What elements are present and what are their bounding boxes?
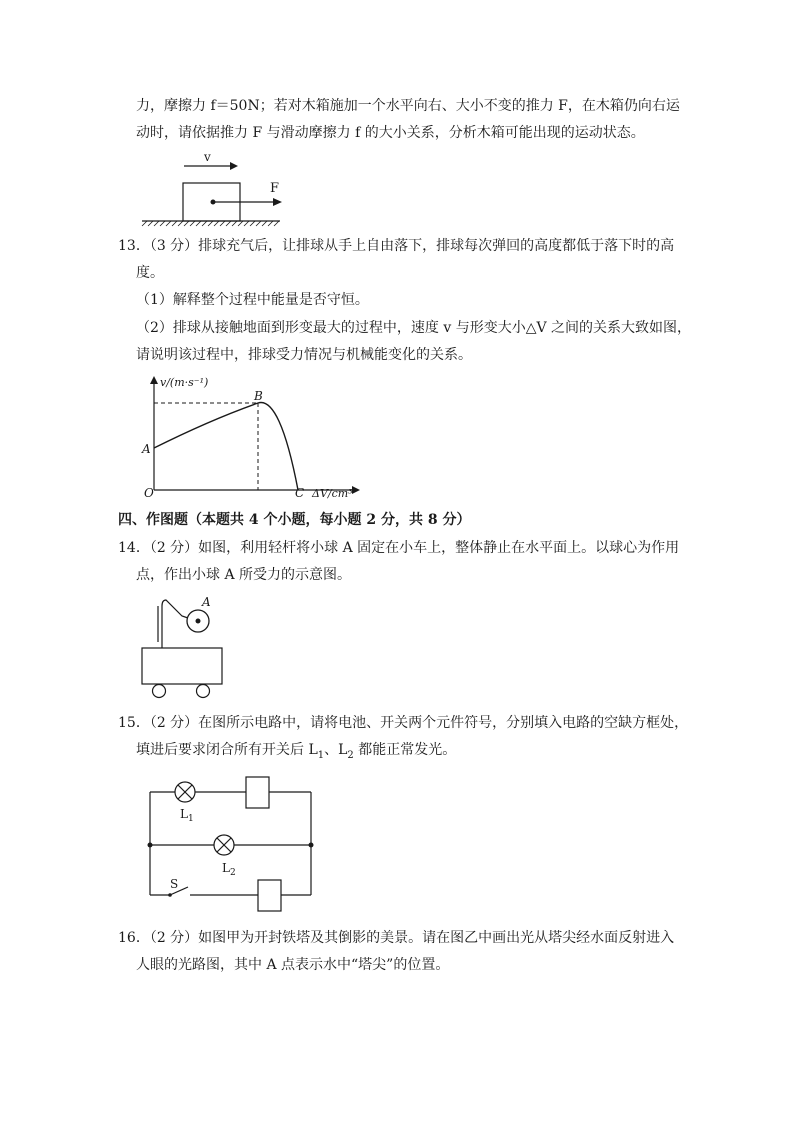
- q12-label-v: v: [204, 150, 211, 164]
- q16-line1: 16．（2 分）如图甲为开封铁塔及其倒影的美景。请在图乙中画出光从塔尖经水面反射进入: [118, 930, 675, 946]
- q12-label-f: F: [270, 181, 280, 196]
- graph-xlabel: ΔV/cm³: [312, 487, 353, 500]
- q14-label-a: A: [202, 595, 211, 609]
- q15-sub-2: 2: [347, 749, 354, 761]
- q15-line2-pre: 填进后要求闭合所有开关后 L: [136, 742, 318, 758]
- q13-sub2b: 请说明该过程中，排球受力情况与机械能变化的关系。: [136, 347, 472, 363]
- graph-point-b: B: [254, 389, 263, 403]
- q15-line2-post: 都能正常发光。: [353, 742, 457, 758]
- q13-sub1: （1）解释整个过程中能量是否守恒。: [136, 292, 369, 308]
- q15-sub-1: 1: [317, 749, 325, 761]
- lamp-l1-label: $L_1$: [180, 807, 194, 824]
- q15-circuit-figure: [140, 770, 320, 915]
- q13-velocity-graph: [140, 372, 370, 502]
- q15-line2-mid: 、L: [324, 742, 348, 758]
- lamp-l1-icon: [175, 782, 195, 802]
- q13-line2: 度。: [136, 265, 164, 281]
- graph-origin: O: [144, 486, 154, 500]
- q16-line2: 人眼的光路图，其中 A 点表示水中“塔尖”的位置。: [136, 957, 450, 973]
- q14-line2: 点，作出小球 A 所受力的示意图。: [136, 567, 352, 583]
- graph-point-c: C: [295, 486, 305, 500]
- switch-label: S: [170, 877, 179, 891]
- blank-box-bottom: [258, 880, 281, 911]
- lamp-l2-label: $L_2$: [222, 861, 236, 878]
- section4-title: 四、作图题（本题共 4 个小题，每小题 2 分，共 8 分）: [118, 512, 471, 528]
- q12-line1: 力，摩擦力 f＝50N；若对木箱施加一个水平向右、大小不变的推力 F，在木箱仍向右运: [136, 98, 680, 114]
- q14-line1: 14．（2 分）如图，利用轻杆将小球 A 固定在小车上，整体静止在水平面上。以球心为作用: [118, 540, 680, 556]
- q12-box-figure: [140, 148, 300, 228]
- q13-line1: 13．（3 分）排球充气后，让排球从手上自由落下，排球每次弹回的高度都低于落下时的高: [118, 238, 675, 254]
- blank-box-top: [246, 777, 269, 808]
- q15-line2: [136, 740, 456, 766]
- q13-sub2a: （2）排球从接触地面到形变最大的过程中，速度 v 与形变大小△V 之间的关系大致如图，: [136, 320, 692, 336]
- q14-cart-figure: [138, 592, 238, 702]
- graph-ylabel: v/(m·s⁻¹): [160, 376, 209, 389]
- q12-line2: 动时，请依据推力 F 与滑动摩擦力 f 的大小关系，分析木箱可能出现的运动状态。: [136, 125, 645, 141]
- q15-line1: 15．（2 分）在图所示电路中，请将电池、开关两个元件符号，分别填入电路的空缺方框处，: [118, 715, 689, 731]
- lamp-l2-icon: [214, 835, 234, 855]
- graph-point-a: A: [142, 442, 151, 456]
